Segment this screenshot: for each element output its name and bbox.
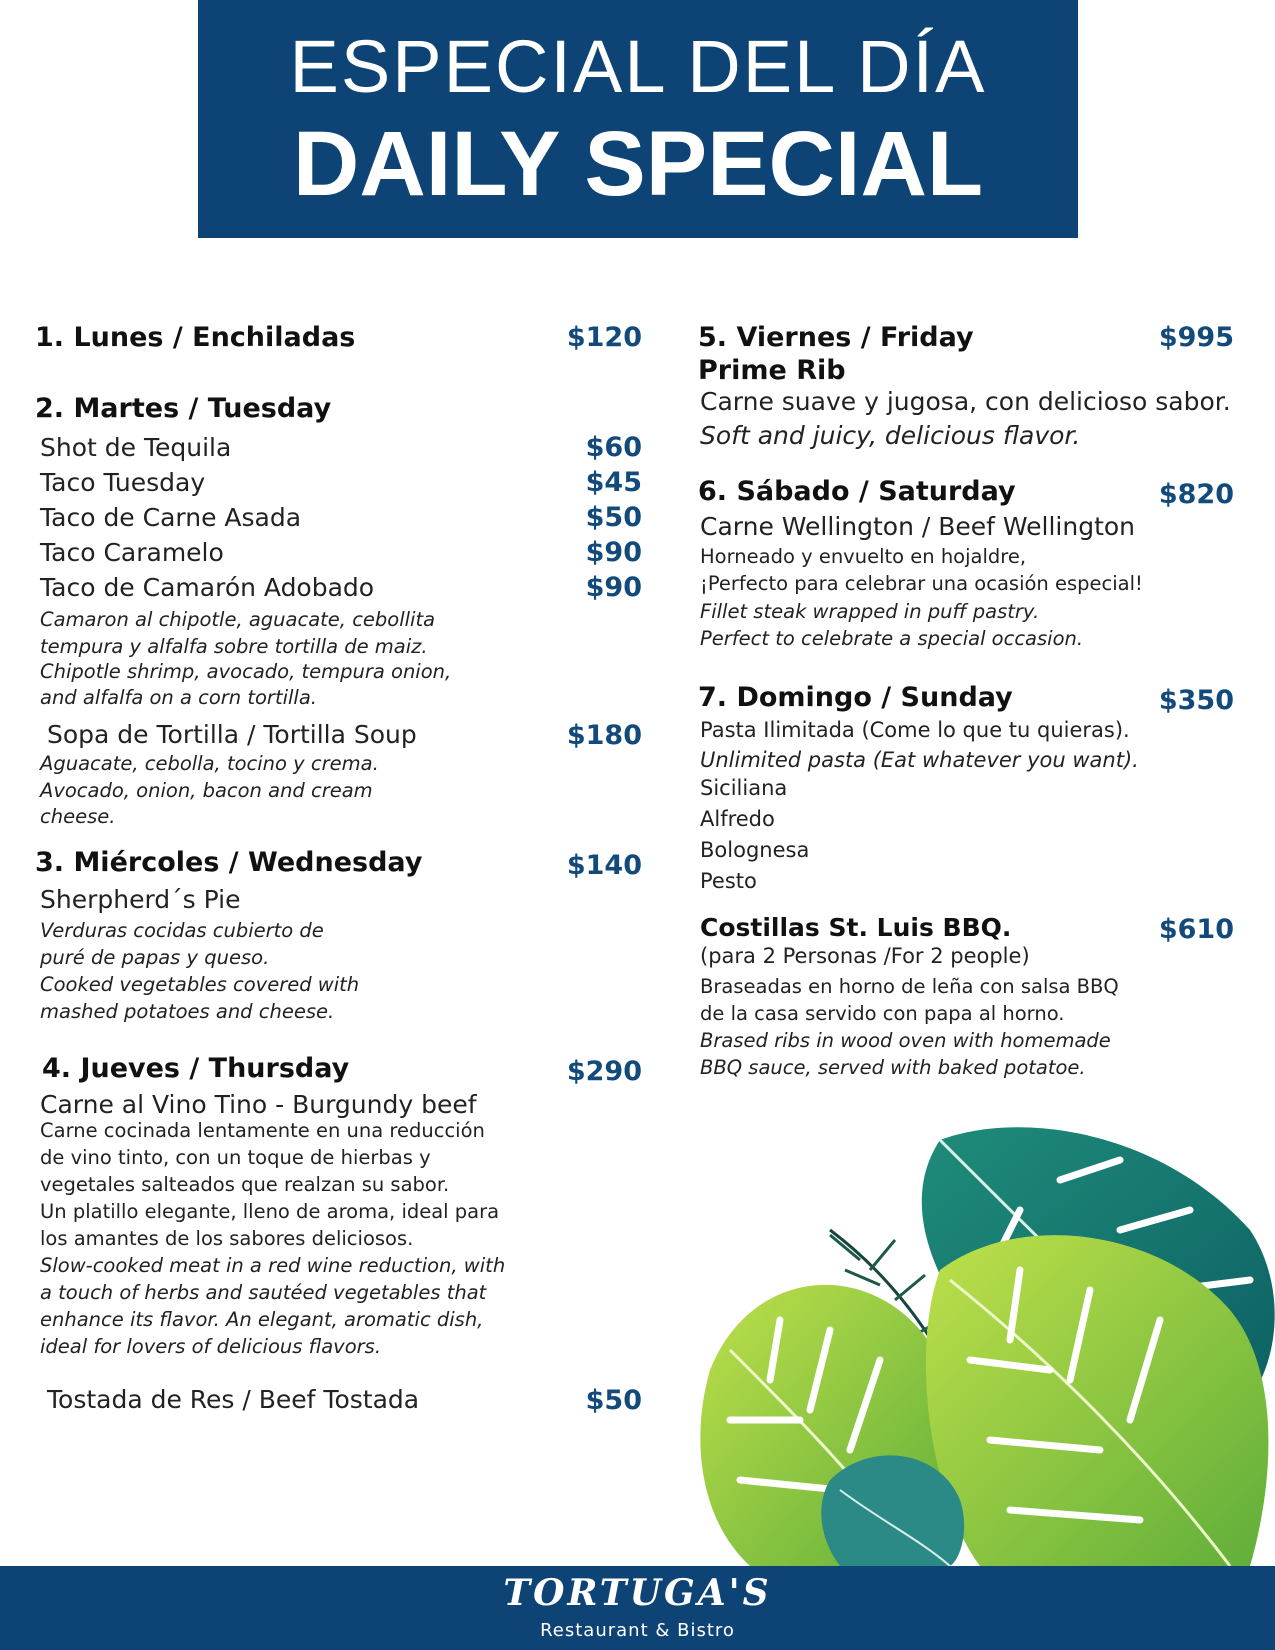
friday-desc-en: Soft and juicy, delicious flavor. [700,421,1081,450]
ribs-desc-line: de la casa servido con papa al horno. [700,1002,1065,1025]
menu-item: Taco de Carne Asada [40,503,302,532]
saturday-desc-line: Fillet steak wrapped in puff pastry. [700,600,1040,623]
wednesday-desc-line: mashed potatoes and cheese. [40,1000,335,1023]
friday-price: $995 [1158,322,1234,353]
menu-item-price: $90 [585,572,642,603]
monday-heading: 1. Lunes / Enchiladas [35,322,356,353]
shrimp-desc-line: and alfalfa on a corn tortilla. [40,686,317,709]
ribs-price: $610 [1158,914,1234,945]
title-spanish: ESPECIAL DEL DÍA [289,25,987,108]
soup-name: Sopa de Tortilla / Tortilla Soup [47,720,417,749]
friday-desc-es: Carne suave y jugosa, con delicioso sabor. [700,387,1231,416]
pasta-option: Bolognesa [700,838,810,862]
wednesday-price: $140 [566,850,642,881]
thursday-desc-line: ideal for lovers of delicious flavors. [40,1335,382,1358]
pasta-option: Alfredo [700,807,775,831]
thursday-dish: Carne al Vino Tino - Burgundy beef [40,1090,477,1119]
ribs-desc-line: BBQ sauce, served with baked potatoe. [700,1056,1086,1079]
ribs-desc-line: Braseadas en horno de leña con salsa BBQ [700,975,1119,998]
menu-item: Taco Caramelo [40,538,224,567]
friday-dish: Prime Rib [698,355,846,386]
pasta-option: Pesto [700,869,757,893]
shrimp-desc-line: Chipotle shrimp, avocado, tempura onion, [40,660,452,683]
saturday-desc-line: Perfect to celebrate a special occasion. [700,627,1084,650]
wednesday-desc-line: Verduras cocidas cubierto de [40,919,324,942]
menu-item-price: $45 [585,467,642,498]
thursday-desc-line: Slow-cooked meat in a red wine reduction, with [40,1254,506,1277]
thursday-desc-line: los amantes de los sabores deliciosos. [40,1227,414,1250]
soup-desc-line: cheese. [40,805,116,828]
sunday-line-es: Pasta Ilimitada (Come lo que tu quieras). [700,718,1130,742]
menu-item-price: $60 [585,432,642,463]
wednesday-desc-line: Cooked vegetables covered with [40,973,360,996]
shrimp-desc-line: Camaron al chipotle, aguacate, cebollita [40,608,436,631]
thursday-desc-line: Carne cocinada lentamente en una reducción [40,1119,485,1142]
thursday-desc-line: de vino tinto, con un toque de hierbas y [40,1146,431,1169]
ribs-heading: Costillas St. Luis BBQ. [700,913,1012,942]
friday-heading: 5. Viernes / Friday [698,322,974,353]
thursday-desc-line: Un platillo elegante, lleno de aroma, ideal para [40,1200,500,1223]
shrimp-desc-line: tempura y alfalfa sobre tortilla de maiz. [40,635,428,658]
wednesday-desc-line: puré de papas y queso. [40,946,270,969]
soup-desc-line: Avocado, onion, bacon and cream [40,779,373,802]
monstera-leaves-illustration [690,1120,1275,1566]
menu-item-price: $50 [585,502,642,533]
menu-item-price: $90 [585,537,642,568]
ribs-sub: (para 2 Personas /For 2 people) [700,944,1030,968]
ribs-desc-line: Brased ribs in wood oven with homemade [700,1029,1111,1052]
monday-price: $120 [566,322,642,353]
header-banner [198,0,1078,238]
thursday-desc-line: a touch of herbs and sautéed vegetables that [40,1281,487,1304]
footer-bar [0,1566,1275,1650]
menu-item: Shot de Tequila [40,433,232,462]
thursday-desc-line: enhance its flavor. An elegant, aromatic dish, [40,1308,484,1331]
saturday-desc-line: ¡Perfecto para celebrar una ocasión especial! [700,572,1143,595]
brand-subtitle: Restaurant & Bistro [540,1620,735,1641]
sunday-price: $350 [1158,685,1234,716]
sunday-heading: 7. Domingo / Sunday [698,682,1013,713]
menu-item: Taco Tuesday [40,468,206,497]
saturday-price: $820 [1158,479,1234,510]
brand-logo: TORTUGA'S [503,1572,772,1614]
thursday-desc-line: vegetales salteados que realzan su sabor. [40,1173,450,1196]
menu-item: Taco de Camarón Adobado [40,573,375,602]
tostada-name: Tostada de Res / Beef Tostada [47,1385,420,1414]
title-english: DAILY SPECIAL [292,113,984,215]
pasta-option: Siciliana [700,776,788,800]
thursday-heading: 4. Jueves / Thursday [42,1053,350,1084]
tostada-price: $50 [585,1385,642,1416]
sunday-line-en: Unlimited pasta (Eat whatever you want). [700,748,1139,772]
soup-price: $180 [566,720,642,751]
wednesday-heading: 3. Miércoles / Wednesday [35,847,423,878]
saturday-dish: Carne Wellington / Beef Wellington [700,512,1136,541]
tuesday-heading: 2. Martes / Tuesday [35,393,332,424]
saturday-desc-line: Horneado y envuelto en hojaldre, [700,545,1027,568]
soup-desc-line: Aguacate, cebolla, tocino y crema. [40,752,379,775]
saturday-heading: 6. Sábado / Saturday [698,476,1016,507]
wednesday-dish: Sherpherd´s Pie [40,885,241,914]
thursday-price: $290 [566,1056,642,1087]
